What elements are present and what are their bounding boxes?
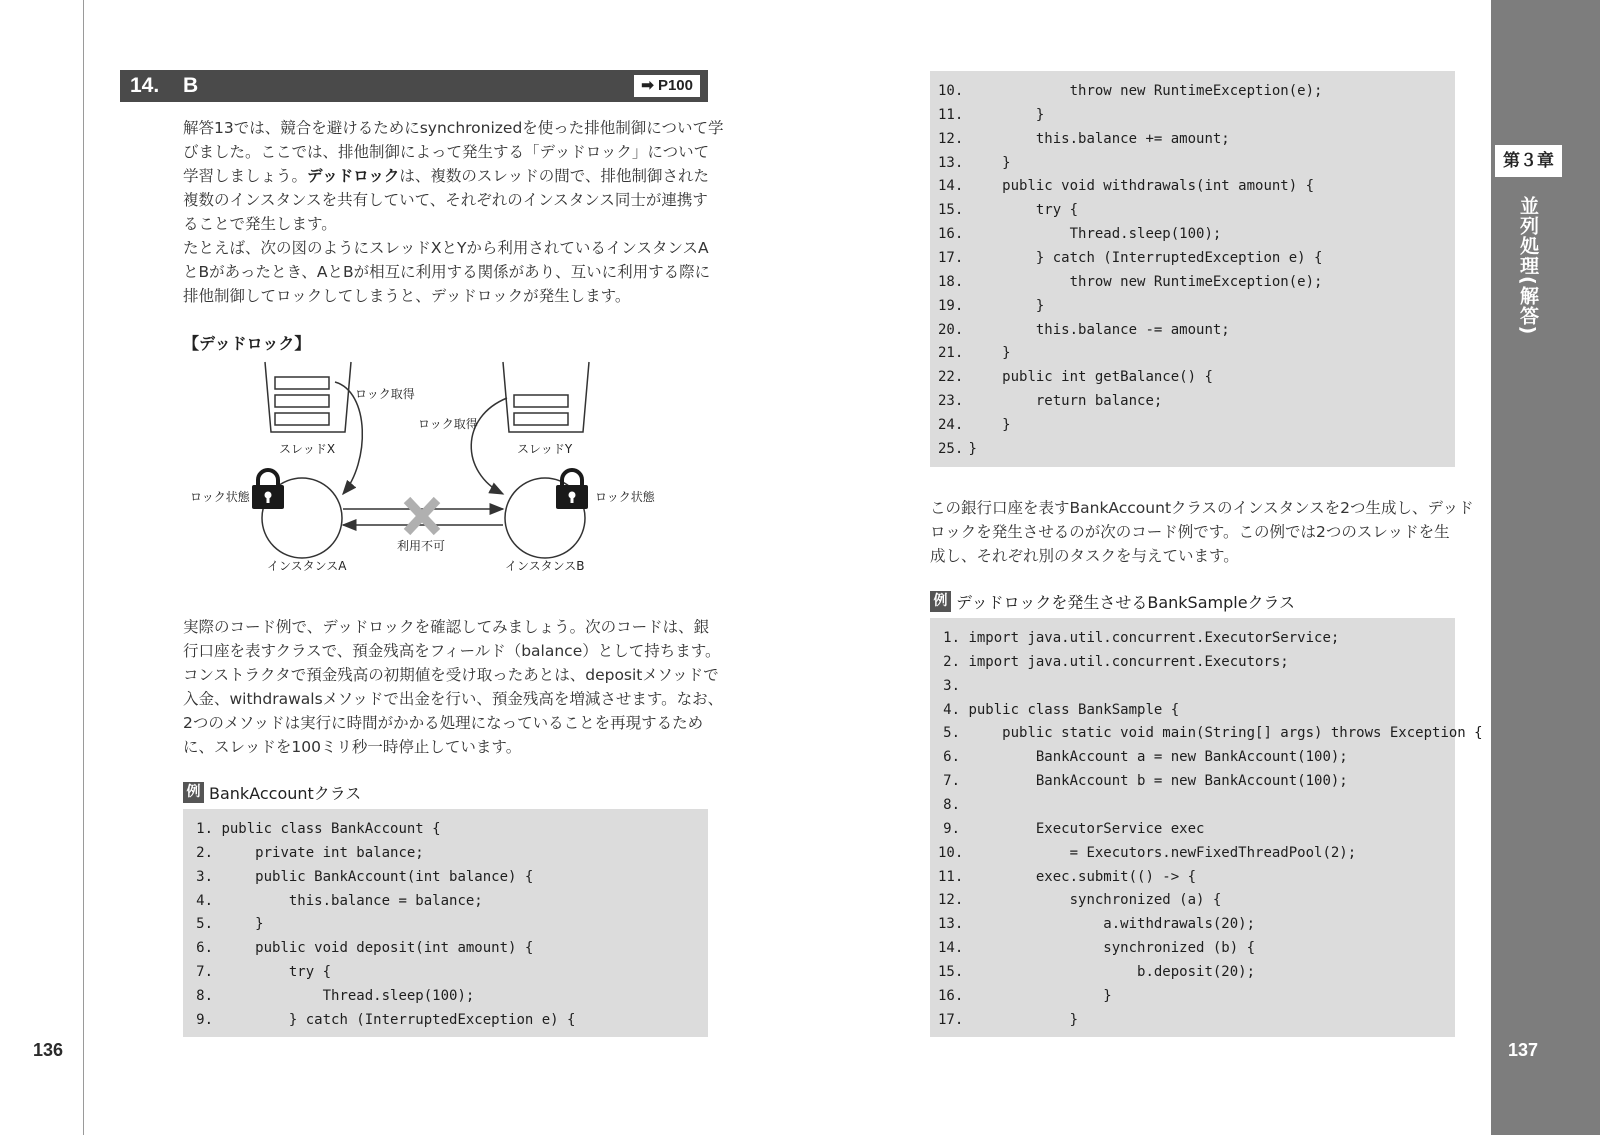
code-line: [938, 222, 1221, 246]
line-number: 8.: [196, 987, 213, 1004]
page-reference-link[interactable]: ➡ P100: [634, 75, 700, 97]
line-number: 13.: [938, 154, 964, 171]
code-text: this.balance = balance;: [221, 892, 483, 909]
line-number: 11.: [938, 106, 964, 123]
description-paragraph: [930, 496, 1474, 568]
text-line: 学習しましょう。デッドロックは、複数のスレッドの間で、排他制御された: [183, 167, 709, 185]
code-line: [191, 889, 483, 913]
lock-state-label-right: ロック状態: [595, 490, 655, 504]
code-text: public class BankSample {: [968, 701, 1180, 718]
lock-state-label-left: ロック状態: [190, 490, 250, 504]
chapter-title-vertical: 並列処理(解答): [1517, 196, 1539, 336]
code-text: BankAccount a = new BankAccount(100);: [968, 749, 1348, 766]
text-line: 行口座を表すクラスで、預金残高をフィールド（balance）として持ちます。: [183, 642, 721, 660]
code-line: [938, 103, 1044, 127]
padlock-icon: [556, 470, 588, 509]
text-line: 解答13では、競合を避けるためにsynchronizedを使った排他制御について学: [183, 119, 724, 137]
code-line: [938, 294, 1044, 318]
bold-term: デッドロック: [307, 167, 400, 185]
body-paragraph: [183, 615, 723, 759]
example-heading: [183, 781, 361, 804]
code-text: exec.submit(() -> {: [968, 868, 1197, 885]
code-text: public void withdrawals(int amount) {: [968, 178, 1315, 195]
code-line: [938, 984, 1112, 1008]
code-line: [938, 437, 977, 461]
code-line: [938, 674, 968, 698]
text-line: 排他制御してロックしてしまうと、デッドロックが発生します。: [183, 287, 631, 305]
code-text: try {: [221, 964, 332, 981]
text-line: 実際のコード例で、デッドロックを確認してみましょう。次のコードは、銀: [183, 618, 710, 636]
intro-paragraph: [183, 116, 724, 308]
code-text: this.balance -= amount;: [968, 321, 1230, 338]
text-line: びました。ここでは、排他制御によって発生する「デッドロック」について: [183, 143, 710, 161]
text-line: に、スレッドを100ミリ秒一時停止しています。: [183, 738, 522, 756]
line-number: 10.: [938, 83, 964, 99]
code-line: [938, 127, 1230, 151]
unavailable-label: 利用不可: [397, 539, 446, 553]
code-line: [191, 936, 533, 960]
code-line: [191, 817, 441, 841]
line-number: 18.: [938, 273, 964, 290]
text-line: ロックを発生させるのが次のコード例です。この例では2つのスレッドを生: [930, 523, 1450, 541]
code-text: = Executors.newFixedThreadPool(2);: [968, 844, 1357, 861]
padlock-icon: [252, 470, 284, 509]
line-number: 1.: [943, 630, 960, 646]
line-number: 7.: [196, 964, 213, 981]
code-text: }: [968, 106, 1045, 123]
figure-title: 【デッドロック】: [183, 334, 311, 353]
page-number-right: 137: [1508, 1040, 1539, 1060]
code-line: [938, 960, 1255, 984]
answer-letter: B: [183, 74, 199, 97]
line-number: 12.: [938, 892, 964, 909]
code-line: [938, 1008, 1078, 1032]
code-text: synchronized (a) {: [968, 892, 1222, 909]
page-gutter-rule: [83, 0, 84, 1135]
instance-b-label: インスタンスB: [505, 559, 585, 573]
code-line: [938, 413, 1011, 437]
code-text: try {: [968, 202, 1079, 219]
code-text: b.deposit(20);: [968, 963, 1256, 980]
line-number: 14.: [938, 940, 964, 957]
line-number: 15.: [938, 963, 964, 980]
line-number: 9.: [196, 1011, 213, 1028]
code-text: }: [968, 416, 1011, 433]
lock-acquire-label-x: ロック取得: [355, 387, 415, 401]
line-number: 15.: [938, 202, 964, 219]
line-number: 6.: [943, 749, 960, 766]
code-line: [938, 793, 968, 817]
line-number: 2.: [943, 653, 960, 670]
line-number: 7.: [943, 773, 960, 790]
text-line: 成し、それぞれ別のタスクを与えています。: [930, 547, 1239, 565]
line-number: 20.: [938, 321, 964, 338]
code-line: [191, 841, 424, 865]
code-line: [191, 865, 533, 889]
code-line: [191, 912, 264, 936]
code-text: import java.util.concurrent.Executors;: [968, 653, 1289, 670]
code-line: [938, 841, 1356, 865]
line-number: 16.: [938, 226, 964, 243]
code-line: [938, 198, 1078, 222]
code-line: [938, 318, 1230, 342]
example-badge: 例: [183, 782, 204, 803]
code-text: private int balance;: [221, 844, 424, 861]
code-line: [938, 865, 1196, 889]
answer-number: 14.: [130, 74, 160, 97]
code-text: return balance;: [968, 393, 1163, 410]
example-title: BankAccountクラス: [209, 784, 362, 803]
code-text: }: [968, 297, 1045, 314]
line-number: 6.: [196, 940, 213, 957]
code-line: [938, 341, 1011, 365]
line-number: 17.: [938, 249, 964, 266]
line-number: 3.: [943, 677, 960, 694]
code-text: throw new RuntimeException(e);: [968, 273, 1323, 290]
line-number: 16.: [938, 987, 964, 1004]
code-text: Thread.sleep(100);: [968, 226, 1222, 243]
code-text: this.balance += amount;: [968, 130, 1230, 147]
code-text: public BankAccount(int balance) {: [221, 868, 534, 885]
chapter-label: 第３章: [1495, 145, 1562, 177]
line-number: 12.: [938, 130, 964, 147]
code-text: BankAccount b = new BankAccount(100);: [968, 773, 1348, 790]
code-line: [191, 960, 331, 984]
code-line: [938, 246, 1322, 270]
code-text: throw new RuntimeException(e);: [968, 83, 1323, 99]
code-line: [938, 650, 1289, 674]
code-line: [938, 745, 1348, 769]
line-number: 17.: [938, 1011, 964, 1028]
code-line: [938, 936, 1255, 960]
text-line: ることで発生します。: [183, 215, 337, 233]
line-number: 8.: [943, 796, 960, 813]
code-line: [938, 270, 1322, 294]
code-line: [938, 365, 1213, 389]
code-line: [938, 389, 1162, 413]
code-text: public static void main(String[] args) throws Exception {: [968, 725, 1483, 742]
example-badge: 例: [930, 591, 951, 612]
line-number: 2.: [196, 844, 213, 861]
code-line: [938, 817, 1204, 841]
code-line: [938, 151, 1011, 175]
line-number: 21.: [938, 345, 964, 362]
code-line: [938, 769, 1348, 793]
thread-x-label: スレッドX: [279, 442, 336, 456]
line-number: 1.: [196, 821, 213, 837]
code-line: [938, 626, 1339, 650]
line-number: 25.: [938, 440, 964, 457]
code-line: [191, 1008, 575, 1032]
code-block-bankaccount: [183, 809, 708, 1037]
text-line: 複数のインスタンスを共有していて、それぞれのインスタンス同士が連携す: [183, 191, 708, 209]
code-line: [938, 174, 1314, 198]
text-line: この銀行口座を表すBankAccountクラスのインスタンスを2つ生成し、デッド: [930, 499, 1474, 517]
code-line: [938, 79, 1322, 103]
code-text: public int getBalance() {: [968, 369, 1213, 386]
line-number: 5.: [943, 725, 960, 742]
thread-y-label: スレッドY: [517, 442, 573, 456]
line-number: 11.: [938, 868, 964, 885]
deadlock-diagram: [185, 352, 665, 582]
code-text: }: [968, 154, 1011, 171]
text-line: 入金、withdrawalsメソッドで出金を行い、預金残高を増減させます。なお、: [183, 690, 724, 708]
thread-x-stack: [265, 362, 351, 432]
code-text: }: [221, 916, 264, 933]
line-number: 22.: [938, 369, 964, 386]
line-number: 4.: [943, 701, 960, 718]
line-number: 23.: [938, 393, 964, 410]
code-line: [938, 888, 1221, 912]
code-text: public void deposit(int amount) {: [221, 940, 534, 957]
line-number: 14.: [938, 178, 964, 195]
line-number: 5.: [196, 916, 213, 933]
instance-a-label: インスタンスA: [267, 559, 347, 573]
code-text: public class BankAccount {: [221, 821, 441, 837]
cross-icon: [407, 500, 437, 532]
line-number: 9.: [943, 820, 960, 837]
thread-y-stack: [503, 362, 589, 432]
code-line: [191, 984, 474, 1008]
example-title: デッドロックを発生させるBankSampleクラス: [956, 593, 1296, 612]
code-text: import java.util.concurrent.ExecutorService;: [968, 630, 1340, 646]
page-number-left: 136: [33, 1040, 64, 1060]
text-line: 2つのメソッドは実行に時間がかかる処理になっていることを再現するため: [183, 714, 704, 732]
line-number: 13.: [938, 916, 964, 933]
code-block-banksample: [930, 618, 1483, 1037]
code-text: }: [968, 345, 1011, 362]
text-line: とBがあったとき、AとBが相互に利用する関係があり、互いに利用する際に: [183, 263, 711, 281]
code-text: a.withdrawals(20);: [968, 916, 1256, 933]
text-line: コンストラクタで預金残高の初期値を受け取ったあとは、depositメソッドで: [183, 666, 719, 684]
lock-acquire-arrow-y: [471, 398, 507, 494]
line-number: 10.: [938, 844, 964, 861]
code-text: }: [968, 1011, 1079, 1028]
text-line: たとえば、次の図のようにスレッドXとYから利用されているインスタンスA: [183, 239, 709, 257]
line-number: 3.: [196, 868, 213, 885]
code-line: [938, 912, 1255, 936]
code-line: [938, 698, 1179, 722]
code-text: }: [968, 987, 1112, 1004]
code-block-bankaccount-continued: [930, 71, 1455, 467]
code-line: [938, 721, 1483, 745]
code-text: } catch (InterruptedException e) {: [221, 1011, 576, 1028]
code-text: }: [968, 440, 977, 457]
line-number: 4.: [196, 892, 213, 909]
code-text: synchronized (b) {: [968, 940, 1256, 957]
example-heading: [930, 590, 1295, 613]
code-text: } catch (InterruptedException e) {: [968, 249, 1323, 266]
code-text: ExecutorService exec: [968, 820, 1205, 837]
line-number: 24.: [938, 416, 964, 433]
line-number: 19.: [938, 297, 964, 314]
answer-header: [120, 70, 708, 102]
lock-acquire-label-y: ロック取得: [418, 417, 478, 431]
code-text: Thread.sleep(100);: [221, 987, 475, 1004]
